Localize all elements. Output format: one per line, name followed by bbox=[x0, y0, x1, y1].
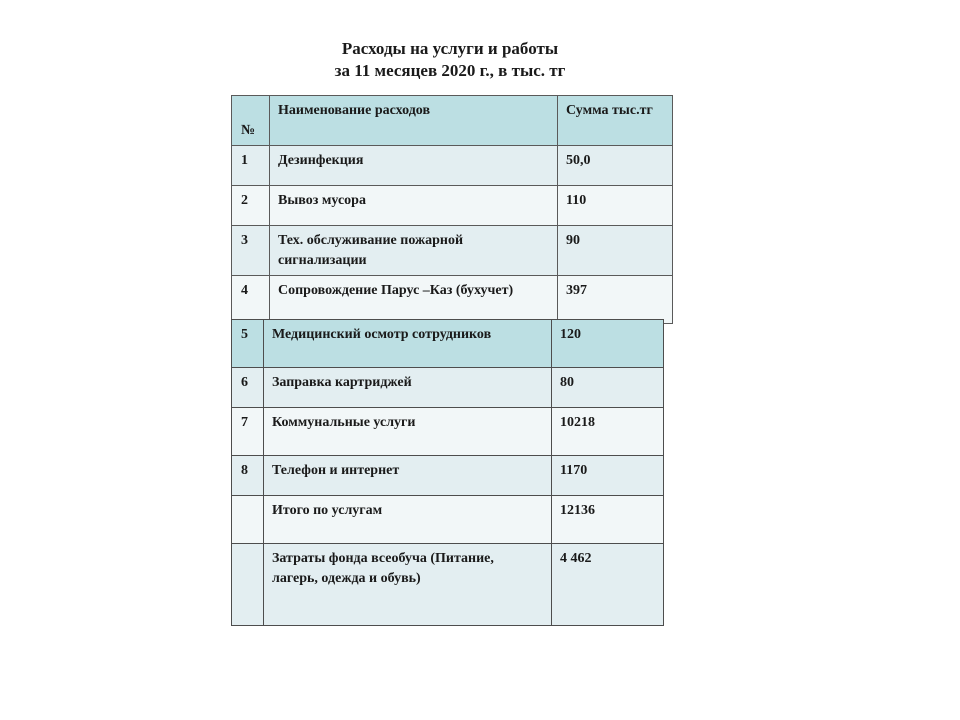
row-sum: 4 462 bbox=[552, 544, 664, 626]
header-sum: Сумма тыс.тг bbox=[558, 96, 673, 146]
row-sum: 1170 bbox=[552, 456, 664, 496]
table-row bbox=[232, 276, 673, 324]
title-line-2: за 11 месяцев 2020 г., в тыс. тг bbox=[334, 61, 566, 80]
row-num: 1 bbox=[232, 146, 270, 186]
table-row bbox=[232, 544, 664, 626]
row-name: Сопровождение Парус –Каз (бухучет) bbox=[270, 276, 558, 324]
row-name: Заправка картриджей bbox=[264, 368, 552, 408]
row-num: 8 bbox=[232, 456, 264, 496]
expenses-table-part-1 bbox=[231, 95, 673, 324]
row-num: 3 bbox=[232, 226, 270, 276]
row-num bbox=[232, 544, 264, 626]
row-sum: 110 bbox=[558, 186, 673, 226]
page-title bbox=[250, 38, 650, 82]
table-header-row bbox=[232, 96, 673, 146]
row-name: Вывоз мусора bbox=[270, 186, 558, 226]
row-num: 4 bbox=[232, 276, 270, 324]
table-row bbox=[232, 186, 673, 226]
row-sum: 80 bbox=[552, 368, 664, 408]
row-num: 7 bbox=[232, 408, 264, 456]
row-num: 6 bbox=[232, 368, 264, 408]
row-sum: 120 bbox=[552, 320, 664, 368]
header-num: № bbox=[232, 96, 270, 146]
row-sum: 50,0 bbox=[558, 146, 673, 186]
row-name: Медицинский осмотр сотрудников bbox=[264, 320, 552, 368]
row-sum: 90 bbox=[558, 226, 673, 276]
row-name: Итого по услугам bbox=[264, 496, 552, 544]
row-name: Телефон и интернет bbox=[264, 456, 552, 496]
row-name: Тех. обслуживание пожарной сигнализации bbox=[270, 226, 558, 276]
table-row bbox=[232, 226, 673, 276]
title-line-1: Расходы на услуги и работы bbox=[341, 39, 559, 58]
row-num bbox=[232, 496, 264, 544]
expenses-table-part-2 bbox=[231, 319, 664, 626]
row-name: Затраты фонда всеобуча (Питание, лагерь, одежда и обувь) bbox=[264, 544, 552, 626]
table-row bbox=[232, 146, 673, 186]
row-name: Дезинфекция bbox=[270, 146, 558, 186]
table-row bbox=[232, 320, 664, 368]
row-num: 5 bbox=[232, 320, 264, 368]
header-name: Наименование расходов bbox=[270, 96, 558, 146]
row-sum: 10218 bbox=[552, 408, 664, 456]
table-row bbox=[232, 408, 664, 456]
table-row bbox=[232, 368, 664, 408]
table-row bbox=[232, 456, 664, 496]
row-sum: 12136 bbox=[552, 496, 664, 544]
row-sum: 397 bbox=[558, 276, 673, 324]
table-row-total bbox=[232, 496, 664, 544]
row-name: Коммунальные услуги bbox=[264, 408, 552, 456]
row-num: 2 bbox=[232, 186, 270, 226]
